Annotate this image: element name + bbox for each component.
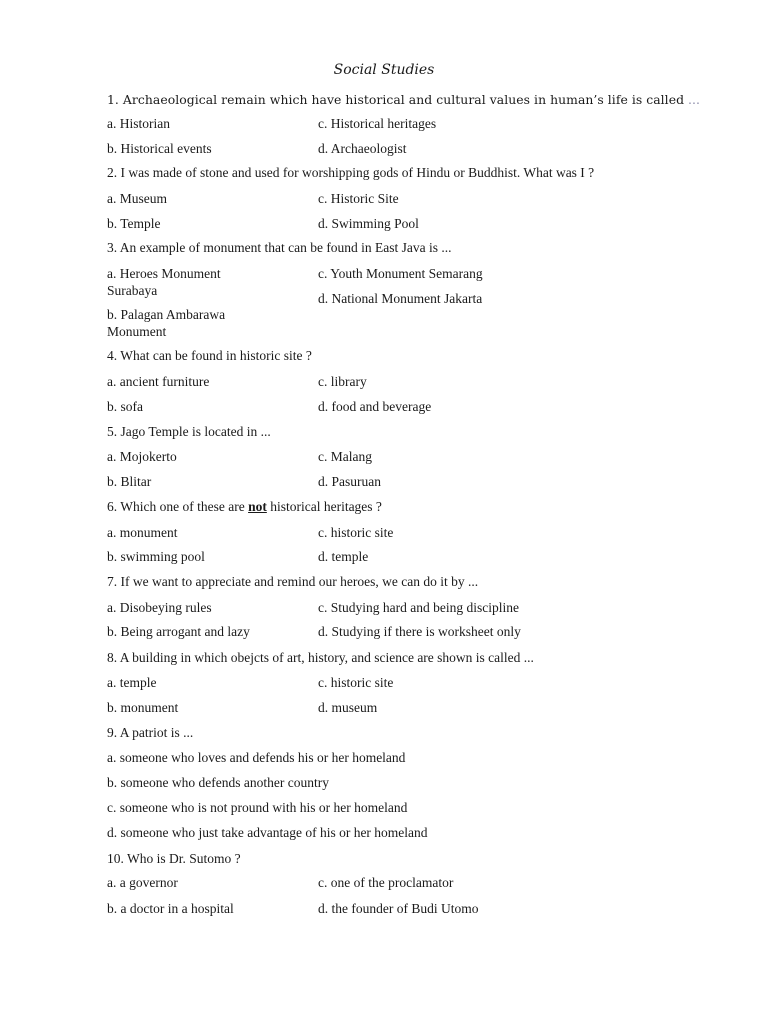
q2-option-d: d. Swimming Pool	[318, 216, 419, 231]
question-8: 8. A building in which obejcts of art, history, and science are shown is called ...	[107, 650, 534, 665]
q8-option-a: a. temple	[107, 675, 157, 690]
question-6-text-start: 6. Which one of these are	[107, 499, 249, 514]
q4-option-d: d. food and beverage	[318, 399, 432, 414]
question-7: 7. If we want to appreciate and remind our heroes, we can do it by ...	[107, 574, 479, 589]
q4-option-b: b. sofa	[107, 399, 143, 414]
q7-option-c: c. Studying hard and being discipline	[318, 600, 519, 615]
q7-option-a: a. Disobeying rules	[107, 600, 212, 615]
question-1-ellipsis: ...	[688, 92, 701, 107]
q5-option-b: b. Blitar	[107, 474, 152, 489]
question-10: 10. Who is Dr. Sutomo ?	[107, 851, 241, 866]
q6-option-a: a. monument	[107, 525, 178, 540]
q10-option-a: a. a governor	[107, 875, 178, 890]
q10-option-d: d. the founder of Budi Utomo	[318, 901, 479, 916]
q6-option-d: d. temple	[318, 549, 369, 564]
q6-option-b: b. swimming pool	[107, 549, 205, 564]
q2-option-b: b. Temple	[107, 216, 161, 231]
q1-option-d: d. Archaeologist	[318, 141, 407, 156]
q3-option-b: b. Palagan Ambarawa Monument	[107, 307, 226, 339]
q1-option-c: c. Historical heritages	[318, 116, 437, 131]
q8-option-b: b. monument	[107, 700, 179, 715]
question-6-emphasis: not	[248, 499, 267, 514]
q9-option-d: d. someone who just take advantage of his or her homeland	[107, 825, 428, 840]
q9-option-c: c. someone who is not pround with his or her homeland	[107, 800, 408, 815]
q3-option-a: a. Heroes Monument Surabaya	[107, 266, 221, 298]
q6-option-c: c. historic site	[318, 525, 394, 540]
q10-option-b: b. a doctor in a hospital	[107, 901, 234, 916]
question-6-text-end: historical heritages ?	[266, 499, 382, 514]
question-1	[107, 91, 700, 108]
q7-option-d: d. Studying if there is worksheet only	[318, 624, 521, 639]
q4-option-a: a. ancient furniture	[107, 374, 210, 389]
q1-option-a: a. Historian	[107, 116, 170, 131]
question-4: 4. What can be found in historic site ?	[107, 348, 312, 363]
question-2: 2. I was made of stone and used for worshipping gods of Hindu or Buddhist. What was I ?	[107, 165, 595, 180]
question-9: 9. A patriot is ...	[107, 725, 194, 740]
q9-option-a: a. someone who loves and defends his or her homeland	[107, 750, 406, 765]
q5-option-d: d. Pasuruan	[318, 474, 381, 489]
q5-option-c: c. Malang	[318, 449, 372, 464]
q3-option-d: d. National Monument Jakarta	[318, 291, 483, 306]
q3-option-c: c. Youth Monument Semarang	[318, 266, 483, 281]
q1-option-b: b. Historical events	[107, 141, 212, 156]
q8-option-c: c. historic site	[318, 675, 394, 690]
q5-option-a: a. Mojokerto	[107, 449, 177, 464]
q2-option-c: c. Historic Site	[318, 191, 399, 206]
question-5: 5. Jago Temple is located in ...	[107, 424, 271, 439]
question-6	[107, 498, 382, 515]
q7-option-b: b. Being arrogant and lazy	[107, 624, 250, 639]
q4-option-c: c. library	[318, 374, 367, 389]
q10-option-c: c. one of the proclamator	[318, 875, 454, 890]
question-3: 3. An example of monument that can be found in East Java is ...	[107, 240, 452, 255]
question-1-text: 1. Archaeological remain which have historical and cultural values in human’s life is called	[107, 92, 689, 107]
q2-option-a: a. Museum	[107, 191, 167, 206]
q8-option-d: d. museum	[318, 700, 378, 715]
page-title: Social Studies	[333, 62, 435, 78]
q9-option-b: b. someone who defends another country	[107, 775, 329, 790]
